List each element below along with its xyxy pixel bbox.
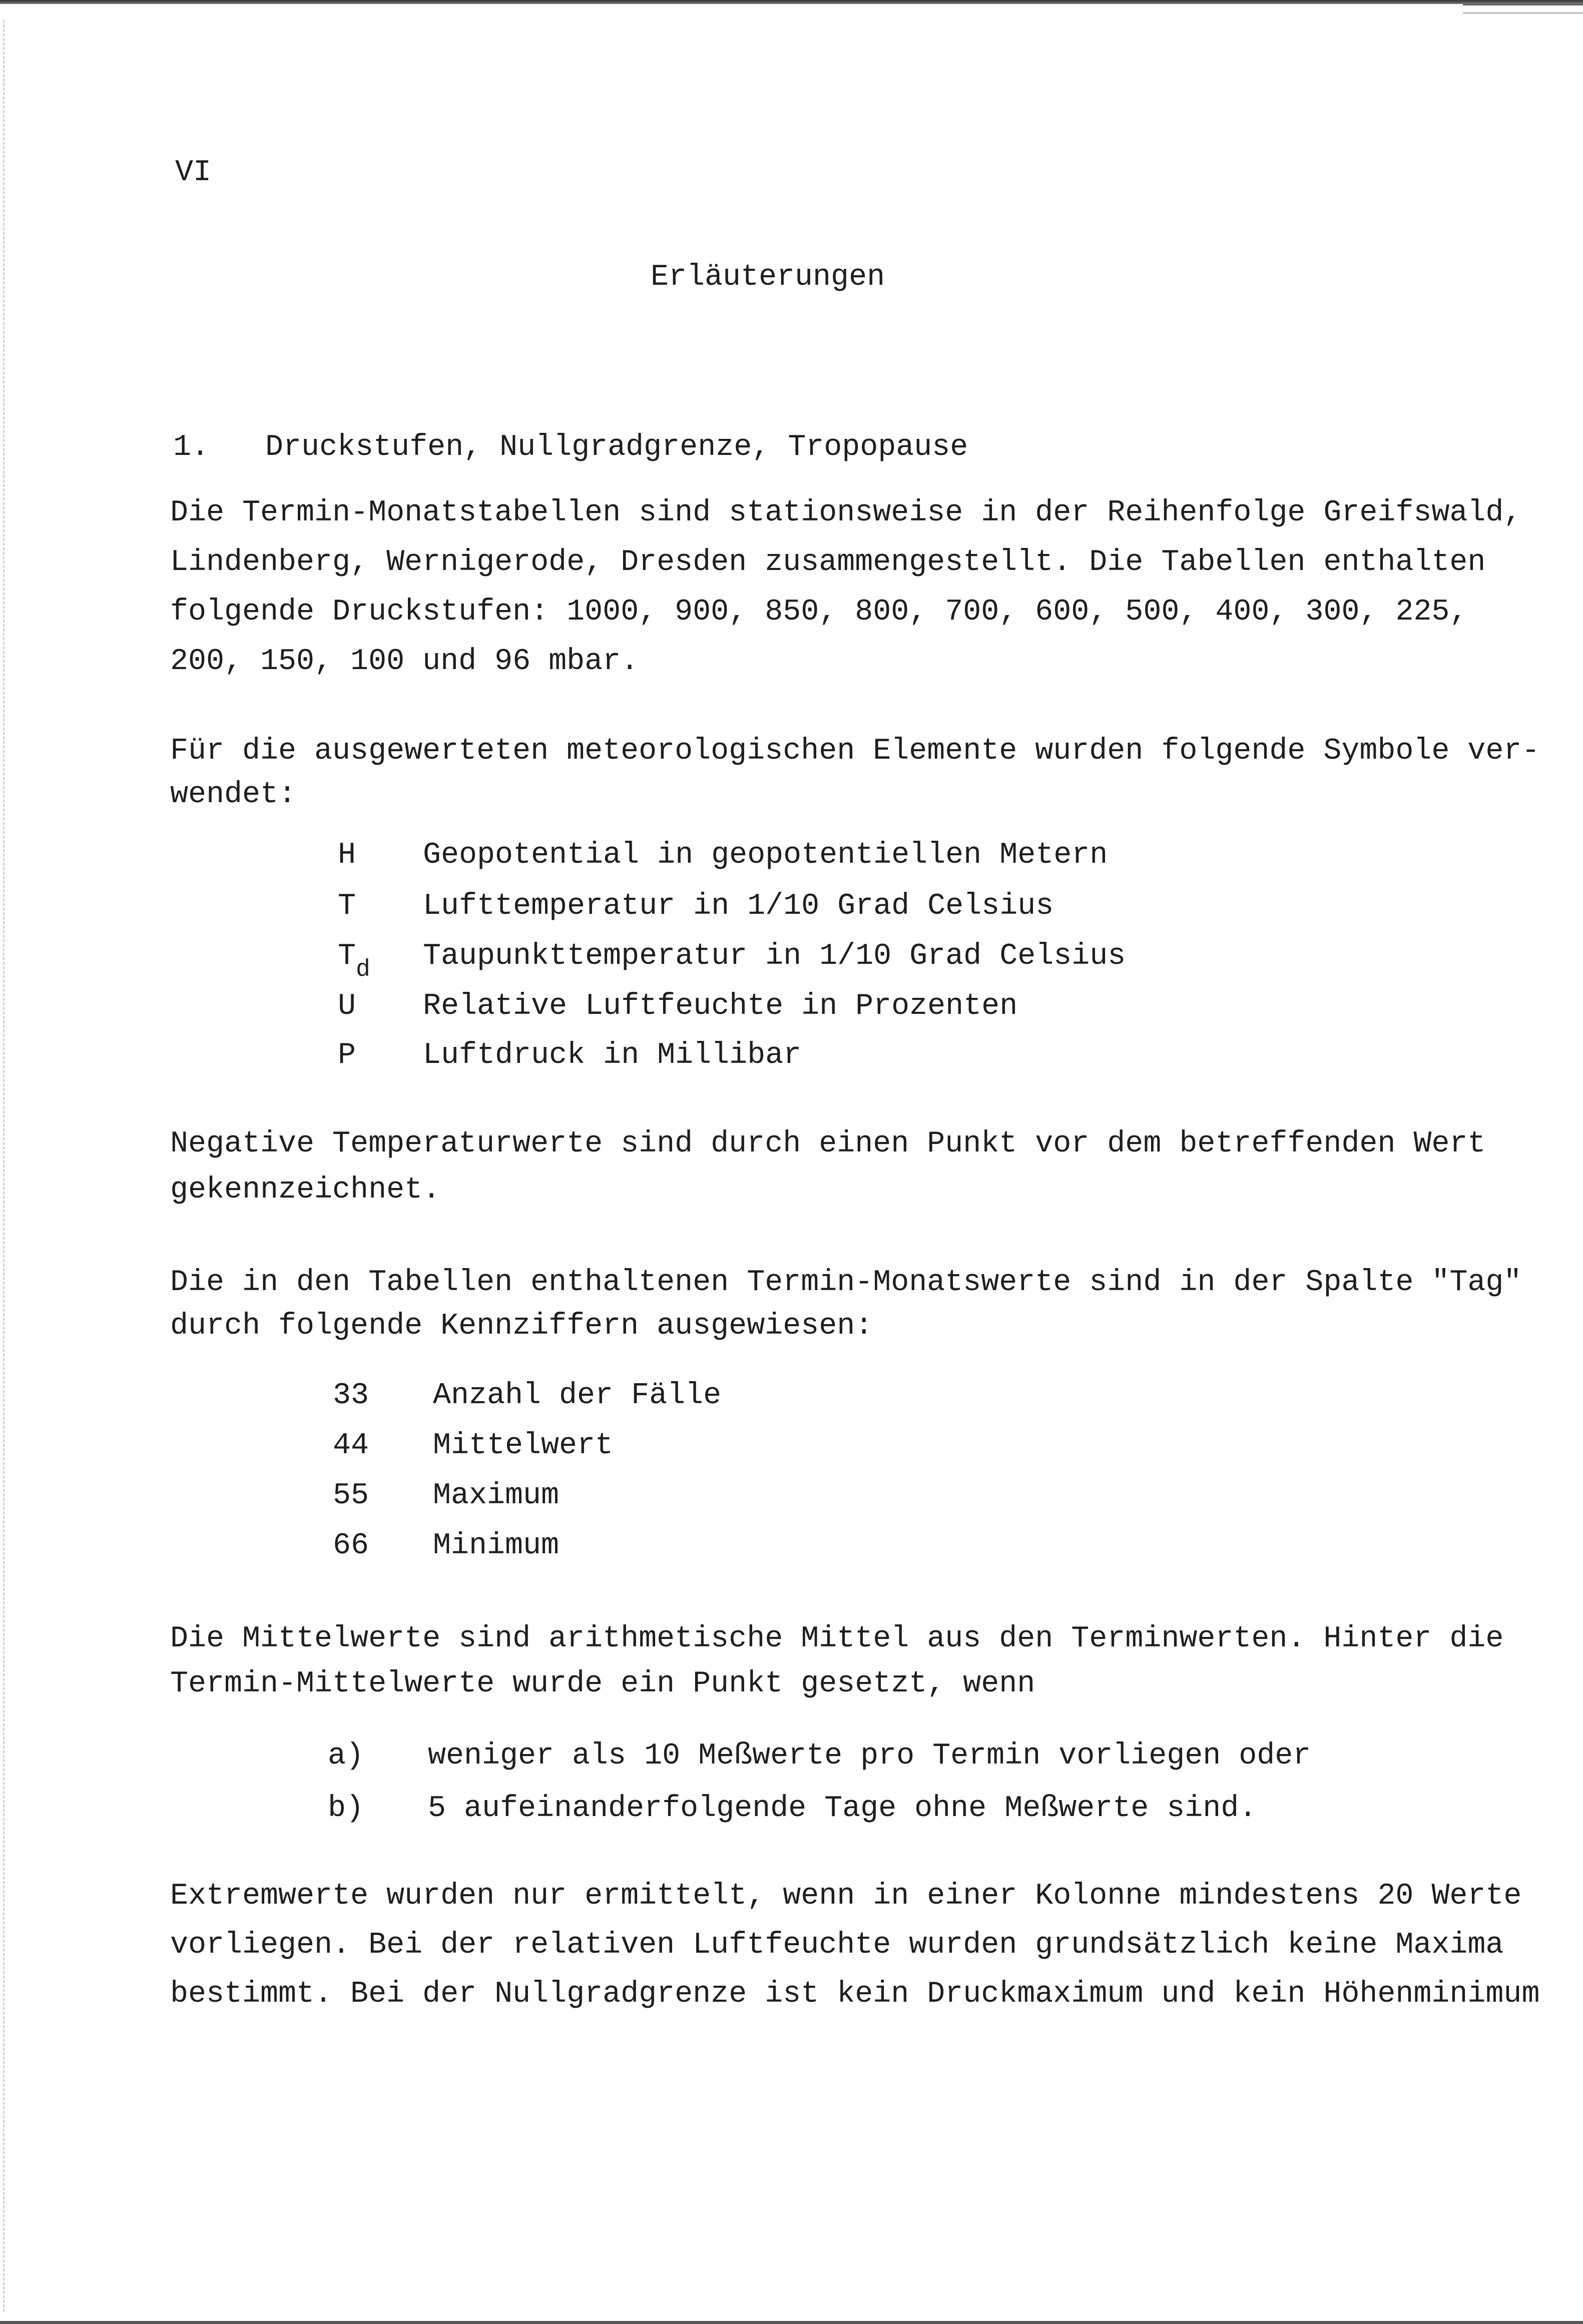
paragraph-line: Die in den Tabellen enthaltenen Termin-Monatswerte sind in der Spalte "Tag": [170, 1266, 1522, 1300]
code-number: 33: [333, 1379, 369, 1413]
section-title: [173, 423, 968, 472]
scan-left-margin: [3, 20, 6, 2312]
page-number: VI: [175, 156, 212, 190]
section-number: 1.: [173, 430, 210, 464]
symbol: P: [338, 1038, 356, 1072]
symbol-description: Luftdruck in Millibar: [423, 1038, 802, 1072]
code-description: Minimum: [433, 1529, 560, 1563]
scan-top-corner: [1463, 4, 1583, 14]
condition-label: a): [328, 1739, 364, 1773]
paragraph-line: durch folgende Kennziffern ausgewiesen:: [170, 1309, 873, 1343]
paragraph-extremes: [170, 1872, 1540, 2019]
scan-top-edge: [0, 0, 1583, 4]
paragraph-line: wendet:: [170, 778, 297, 812]
symbol-description: Geopotential in geopotentiellen Metern: [423, 838, 1108, 872]
condition-text: weniger als 10 Meßwerte pro Termin vorliegen oder: [428, 1739, 1311, 1773]
paragraph-line: Lindenberg, Wernigerode, Dresden zusammengestellt. Die Tabellen enthalten: [170, 545, 1486, 579]
paragraph-line: Für die ausgewerteten meteorologischen Elemente wurden folgende Symbole ver-: [170, 734, 1540, 768]
code-number: 44: [333, 1429, 369, 1463]
code-description: Anzahl der Fälle: [433, 1379, 722, 1413]
symbol: $T_d$: [338, 939, 370, 983]
paragraph-stations: [170, 488, 1522, 687]
paragraph-line: Extremwerte wurden nur ermittelt, wenn in einer Kolonne mindestens 20 Werte: [170, 1879, 1522, 1913]
symbol-description: Taupunkttemperatur in 1/10 Grad Celsius: [423, 939, 1126, 973]
paragraph-line: Negative Temperaturwerte sind durch einen Punkt vor dem betreffenden Wert: [170, 1127, 1486, 1161]
scan-bottom-edge: [0, 2321, 1583, 2324]
paragraph-line: Die Mittelwerte sind arithmetische Mittel aus den Terminwerten. Hinter die: [170, 1622, 1504, 1656]
page-heading: Erläuterungen: [651, 260, 885, 294]
symbol: T: [338, 889, 356, 923]
paragraph-codes-intro: [170, 1261, 1522, 1348]
paragraph-line: Termin-Mittelwerte wurde ein Punkt gesetzt, wenn: [170, 1667, 1035, 1701]
condition-text: 5 aufeinanderfolgende Tage ohne Meßwerte sind.: [428, 1792, 1257, 1826]
code-description: Mittelwert: [433, 1429, 614, 1463]
paragraph-symbols-intro: [170, 730, 1540, 817]
paragraph-line: folgende Druckstufen: 1000, 900, 850, 800, 700, 600, 500, 400, 300, 225,: [170, 595, 1468, 629]
paragraph-line: bestimmt. Bei der Nullgradgrenze ist kein Druckmaximum und kein Höhenminimum: [170, 1977, 1540, 2011]
paragraph-means: [170, 1616, 1504, 1706]
code-number: 55: [333, 1479, 369, 1513]
symbol-description: Relative Luftfeuchte in Prozenten: [423, 989, 1018, 1023]
paragraph-line: vorliegen. Bei der relativen Luftfeuchte wurden grundsätzlich keine Maxima: [170, 1928, 1504, 1962]
paragraph-line: Die Termin-Monatstabellen sind stationsweise in der Reihenfolge Greifswald,: [170, 496, 1522, 530]
symbol: H: [338, 838, 356, 872]
condition-label: b): [328, 1792, 364, 1826]
symbol: U: [338, 989, 356, 1023]
section-title-text: Druckstufen, Nullgradgrenze, Tropopause: [265, 430, 968, 464]
paragraph-line: 200, 150, 100 und 96 mbar.: [170, 645, 639, 679]
paragraph-line: gekennzeichnet.: [170, 1173, 441, 1207]
paragraph-negative-values: [170, 1121, 1486, 1213]
code-description: Maximum: [433, 1479, 560, 1513]
code-number: 66: [333, 1529, 369, 1563]
symbol-description: Lufttemperatur in 1/10 Grad Celsius: [423, 889, 1054, 923]
